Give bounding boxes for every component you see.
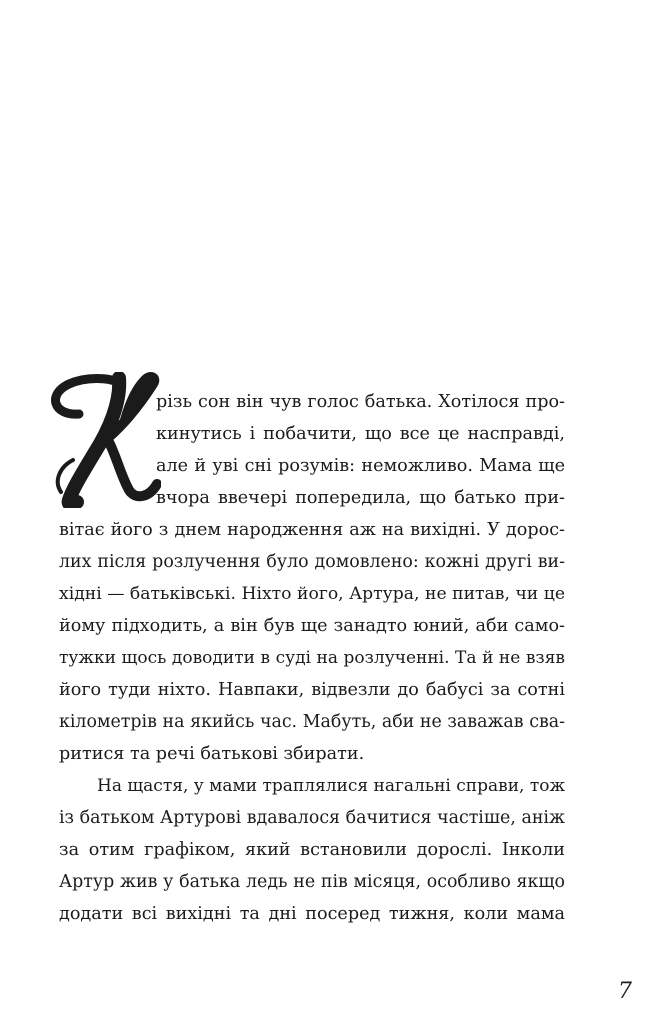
text-line: але й уві сні розумів: неможливо. Мама ще — [156, 456, 565, 476]
text-line: додати всі вихідні та дні посеред тижня, коли мама — [59, 904, 565, 924]
text-line: із батьком Артурові вдавалося бачитися частіше, аніж — [59, 808, 565, 828]
text-line: тужки щось доводити в суді на розлученні. Та й не взяв — [59, 648, 565, 668]
text-line: за отим графіком, який встановили дорослі. Інколи — [59, 840, 565, 860]
text-line: ритися та речі батькові збирати. — [59, 744, 365, 764]
text-line: йому підходить, а він був ще занадто юний, аби само- — [59, 616, 565, 636]
drop-cap-glyph — [43, 372, 161, 508]
text-line: На щастя, у мами траплялися нагальні справи, тож — [97, 776, 565, 796]
text-line: Артур жив у батька ледь не пів місяця, особливо якщо — [59, 872, 565, 892]
text-line: його туди ніхто. Навпаки, відвезли до бабусі за сотні — [59, 680, 565, 700]
text-line: вчора ввечері попередила, що батько при- — [156, 488, 565, 508]
text-line: різь сон він чув голос батька. Хотілося про- — [156, 392, 565, 412]
text-line: кілометрів на якийсь час. Мабуть, аби не заважав сва- — [59, 712, 565, 732]
text-line: хідні — батьківські. Ніхто його, Артура, не питав, чи це — [59, 584, 565, 604]
page-number: 7 — [618, 979, 632, 1004]
text-line: вітає його з днем народження аж на вихідні. У дорос- — [59, 520, 565, 540]
text-line: кинутись і побачити, що все це насправді, — [156, 424, 565, 444]
drop-cap-letter — [43, 372, 161, 508]
text-line: лих після розлучення було домовлено: кожні другі ви- — [59, 552, 565, 572]
